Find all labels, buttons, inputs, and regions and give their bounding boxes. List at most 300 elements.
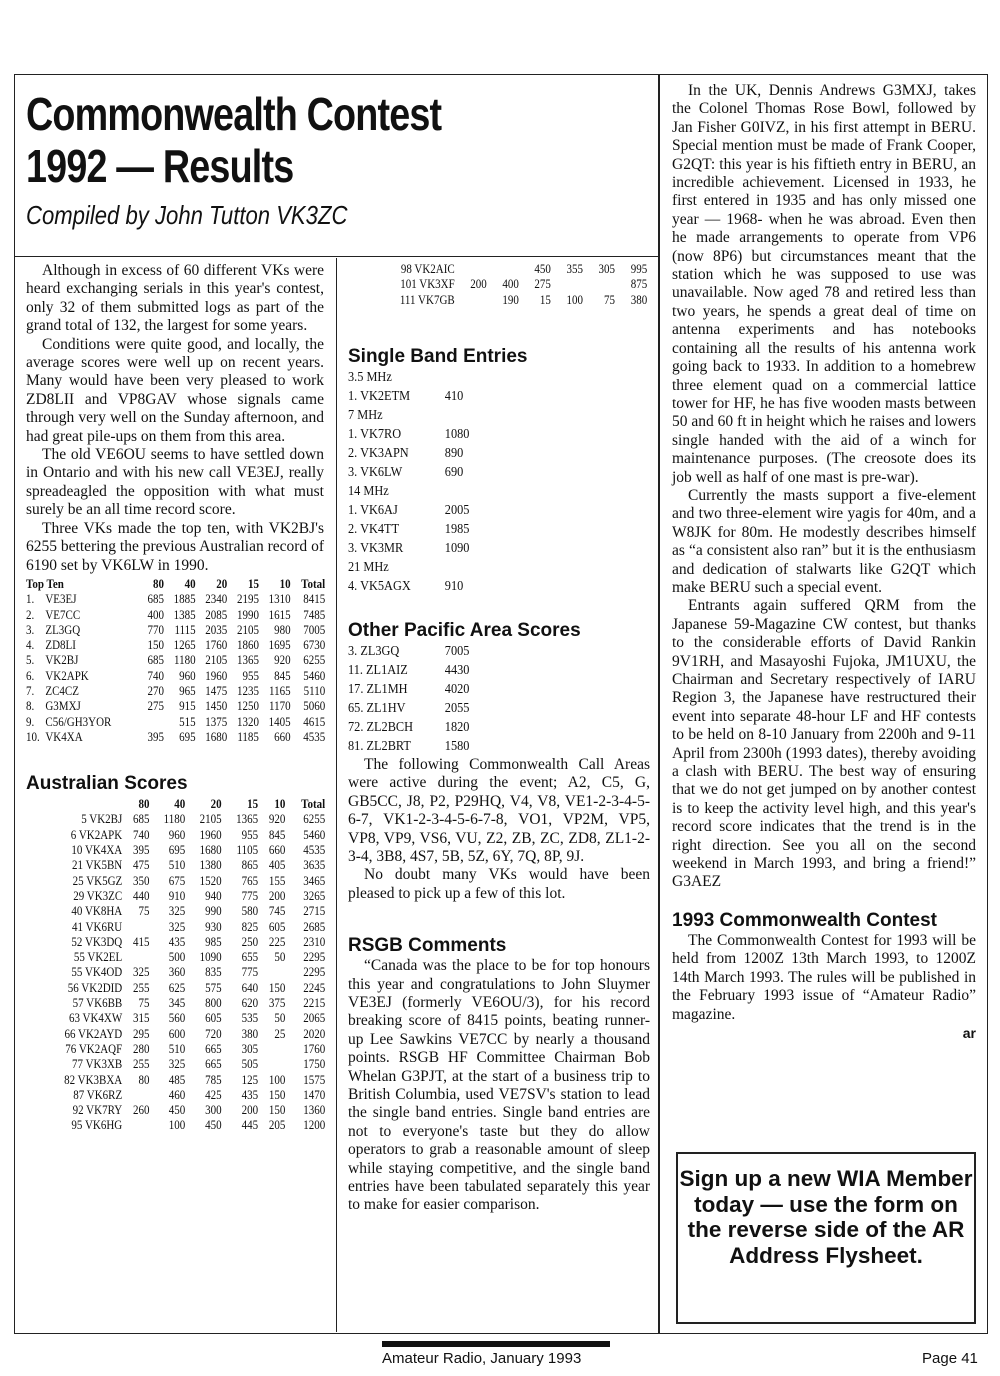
table-cell	[122, 1088, 149, 1103]
table-cell: 7485	[303, 607, 326, 622]
table-cell: 775	[241, 965, 259, 980]
single-band-section	[348, 346, 650, 596]
list-item	[348, 520, 614, 539]
table-cell: 5 VK2BJ	[81, 812, 123, 827]
table-row	[26, 950, 325, 965]
page-number: Page 41	[922, 1350, 978, 1367]
table-cell: 1360	[303, 1103, 326, 1118]
table-cell: 605	[205, 1011, 222, 1026]
table-row	[26, 1042, 325, 1057]
table-cell: 955	[241, 827, 259, 842]
entry-score: 1080	[444, 426, 470, 442]
table-cell: 845	[274, 668, 291, 683]
column-header: 20	[216, 576, 228, 591]
table-cell: 350	[133, 873, 150, 888]
table-cell: 2195	[236, 592, 259, 607]
table-row	[26, 608, 325, 623]
list-item	[348, 387, 614, 406]
table-cell: 515	[179, 714, 196, 729]
table-cell: 6255	[303, 812, 326, 827]
table-cell: 50	[274, 950, 286, 965]
comment-paragraph: Entrants again suffered QRM from the Japanese 59-Magazine CW contest, but thanks to the considerable efforts of David Rankin 9V1RH, and Masayoshi Fujoka, JM1UXU, the Chairman and Secretary respectively of IARU Region 3, the Japanese have restructured their event into separate 48-hour LF and HF contests to be held on 8-10 January from 2200h and 9-11 April from 2300h (1993 dates), thereby avoiding a clash with BERU. The best way of ensuring that we do not get jumped on by another contest is to keep the activity level high, and this year's record score indicates that the trend is in the right direction. See you all on the second weekend in March 1993, and bring a friend!” G3AEZ	[672, 597, 976, 891]
footer-rule	[382, 1341, 610, 1347]
table-cell: 52 VK3DQ	[71, 934, 123, 949]
column-header: 40	[174, 797, 186, 812]
table-cell: 150	[268, 1103, 286, 1118]
entry-score: 890	[444, 445, 464, 461]
table-cell: 8415	[303, 592, 326, 607]
table-cell: 325	[133, 965, 150, 980]
list-item	[348, 718, 614, 737]
list-item	[348, 680, 614, 699]
table-cell: 5.	[26, 653, 35, 668]
rsgb-comments-continued	[672, 82, 976, 892]
table-cell: 275	[534, 277, 551, 292]
entry-score: 410	[444, 388, 464, 404]
table-cell	[122, 1118, 149, 1133]
table-cell: 2.	[26, 607, 35, 622]
column-divider	[336, 258, 337, 1332]
table-row	[26, 638, 325, 653]
table-cell: ZL3GQ	[45, 622, 81, 637]
entry-score: 1820	[444, 719, 470, 735]
list-item	[348, 661, 614, 680]
table-cell: 1750	[303, 1057, 326, 1072]
table-cell	[455, 293, 487, 308]
table-row	[26, 653, 325, 668]
table-cell: 40 VK8HA	[71, 904, 123, 919]
table-cell	[455, 262, 487, 277]
publication-footer: Amateur Radio, January 1993	[382, 1350, 582, 1367]
table-header-row	[26, 797, 325, 812]
table-cell: 500	[168, 950, 186, 965]
table-cell: 450	[168, 1103, 186, 1118]
table-row	[26, 981, 325, 996]
table-cell: 125	[241, 1072, 259, 1087]
table-cell: 1365	[236, 653, 259, 668]
table-cell: 100	[268, 1072, 286, 1087]
table-cell: 7005	[303, 622, 326, 637]
table-cell: 98 VK2AIC	[400, 262, 455, 276]
table-cell: 1680	[199, 843, 222, 858]
table-header-row	[26, 577, 325, 592]
table-cell: 600	[168, 1026, 186, 1041]
list-item	[348, 699, 614, 718]
table-row	[26, 699, 325, 714]
table-cell: 445	[241, 1118, 259, 1133]
table-cell: C56/GH3YOR	[45, 714, 112, 729]
table-row	[26, 904, 325, 919]
table-cell: 4.	[26, 638, 35, 653]
table-cell: 450	[534, 262, 551, 276]
column-header: 20	[210, 797, 222, 812]
table-cell: 9.	[26, 714, 35, 729]
contest-1993-heading: 1993 Commonwealth Contest	[672, 909, 937, 931]
entry-call: 4. VK5AGX	[348, 578, 411, 594]
table-cell: 1265	[173, 638, 196, 653]
entry-call: 81. ZL2BRT	[348, 738, 411, 754]
areas-paragraph: No doubt many VKs would have been pleased to pick up a few of this lot.	[348, 866, 650, 902]
table-cell: 1860	[236, 638, 259, 653]
table-cell: 685	[147, 592, 165, 607]
table-cell: 1380	[199, 858, 222, 873]
table-cell: VK2BJ	[45, 653, 79, 668]
table-cell: 2215	[303, 996, 326, 1011]
table-cell: 6 VK2APK	[70, 827, 123, 842]
table-row	[26, 1088, 325, 1103]
byline: Compiled by John Tutton VK3ZC	[26, 200, 348, 230]
table-cell: 80	[138, 1072, 150, 1087]
table-cell: 605	[268, 919, 286, 934]
column-header: Total	[301, 576, 326, 591]
table-cell: 920	[274, 653, 291, 668]
entry-score: 4430	[444, 662, 470, 678]
table-cell: 57 VK6BB	[72, 996, 123, 1011]
table-cell: 415	[133, 934, 150, 949]
table-cell: 2295	[303, 950, 326, 965]
table-cell: 1960	[199, 827, 222, 842]
table-cell: 76 VK2AQF	[65, 1041, 123, 1056]
table-cell: 405	[268, 858, 286, 873]
table-cell: 150	[147, 638, 165, 653]
table-cell: 1575	[303, 1072, 326, 1087]
entry-call: 1. VK6AJ	[348, 502, 398, 518]
entry-score: 1580	[444, 738, 470, 754]
table-cell	[551, 277, 583, 292]
table-cell: 1375	[205, 714, 228, 729]
table-cell: 150	[268, 1087, 286, 1102]
table-cell: 2105	[205, 653, 228, 668]
table-cell	[583, 277, 615, 292]
entry-score: 690	[444, 464, 464, 480]
table-cell: 5460	[303, 668, 326, 683]
table-cell: 665	[205, 1041, 222, 1056]
table-cell: 101 VK3XF	[400, 277, 455, 292]
table-cell: 1115	[174, 622, 196, 637]
intro-paragraph: Three VKs made the top ten, with VK2BJ's 6255 bettering the previous Australian record of 6190 set by VK6LW in 1990.	[26, 519, 324, 574]
table-cell: 5460	[303, 827, 326, 842]
table-cell: 695	[179, 729, 196, 744]
band-label: 7 MHz	[348, 407, 383, 423]
table-cell: 785	[205, 1072, 222, 1087]
table-cell: 295	[133, 1026, 150, 1041]
table-cell: 435	[168, 934, 186, 949]
table-cell: 2105	[199, 812, 222, 827]
table-cell: 360	[168, 965, 186, 980]
table-cell: G3MXJ	[45, 699, 81, 714]
band-label: 14 MHz	[348, 483, 389, 499]
table-cell: 4535	[303, 729, 326, 744]
list-item	[348, 577, 614, 596]
entry-call: 3. VK6LW	[348, 464, 403, 480]
table-cell: 535	[241, 1011, 259, 1026]
table-cell: 305	[598, 262, 616, 276]
intro-paragraph: The old VE6OU seems to have settled down in Ontario and with his new call VE3EJ, really spreadeagled the opposition with what must surely be an all time record score.	[26, 446, 324, 519]
table-row	[26, 1103, 325, 1118]
table-cell: 505	[241, 1057, 259, 1072]
list-item	[348, 501, 614, 520]
table-cell: 770	[147, 622, 165, 637]
table-cell: 75	[604, 292, 616, 307]
table-cell	[487, 262, 519, 277]
table-row	[26, 812, 325, 827]
top-ten-section	[26, 577, 324, 745]
entry-score: 2005	[444, 502, 470, 518]
table-cell: 1695	[268, 638, 291, 653]
table-cell: 5060	[303, 699, 326, 714]
table-cell: 1.	[26, 592, 35, 607]
table-cell: 825	[241, 919, 259, 934]
table-cell: 1185	[237, 729, 259, 744]
table-cell: 2105	[236, 622, 259, 637]
table-cell: 400	[147, 607, 165, 622]
pacific-list	[348, 642, 614, 756]
table-cell: 260	[133, 1103, 150, 1118]
column-1	[26, 262, 324, 1134]
table-cell: 400	[502, 277, 519, 292]
table-cell: 2295	[303, 965, 326, 980]
table-cell: 255	[133, 980, 150, 995]
table-cell: 280	[133, 1041, 150, 1056]
table-cell: 1990	[236, 607, 259, 622]
column-header: 15	[247, 576, 259, 591]
table-cell: 1475	[205, 683, 228, 698]
table-cell: 1365	[236, 812, 259, 827]
table-cell: 655	[241, 950, 259, 965]
table-cell: 2310	[303, 934, 326, 949]
comment-paragraph: Currently the masts support a five-element and two three-element wire yagis for 40m, and a W8JK for 80m. He modestly describes himself as “a consistent also ran” but it is the enthusiasm and dedication of stalwarts like G2QT which make BERU such a special event.	[672, 486, 976, 596]
table-cell: 150	[268, 980, 286, 995]
table-cell: 875	[630, 277, 648, 292]
table-cell: 960	[179, 668, 196, 683]
table-cell: 745	[268, 904, 286, 919]
table-cell: 3265	[303, 888, 326, 903]
table-cell: 1760	[205, 638, 228, 653]
table-cell: 77 VK3XB	[72, 1057, 123, 1072]
table-row	[348, 262, 647, 277]
column-header: 80	[138, 797, 150, 812]
table-cell: 1520	[199, 873, 222, 888]
entry-call: 2. VK3APN	[348, 445, 409, 461]
table-row	[26, 920, 325, 935]
table-cell: 395	[147, 729, 165, 744]
column-header: 10	[279, 576, 291, 591]
table-cell: ZD8LI	[45, 638, 76, 653]
table-cell: 510	[168, 1041, 186, 1056]
table-cell: 375	[268, 996, 286, 1011]
table-cell: 92 VK7RY	[72, 1103, 123, 1118]
table-row	[26, 889, 325, 904]
list-item	[348, 463, 614, 482]
table-cell: 325	[168, 904, 186, 919]
table-cell: 29 VK3ZC	[73, 888, 123, 903]
column-header: 40	[184, 576, 196, 591]
band-label: 21 MHz	[348, 559, 389, 575]
table-cell: 625	[168, 980, 186, 995]
entry-call: 3. ZL3GQ	[348, 643, 400, 659]
table-cell: 580	[241, 904, 259, 919]
table-cell: 960	[168, 827, 186, 842]
table-cell: 835	[205, 965, 222, 980]
australian-section	[26, 773, 324, 1134]
call-areas-text	[348, 756, 650, 903]
table-cell: 325	[168, 1057, 186, 1072]
list-item	[348, 539, 614, 558]
table-cell: 8.	[26, 699, 35, 714]
entry-score: 910	[444, 578, 464, 594]
table-cell: 865	[241, 858, 259, 873]
table-cell: 1090	[199, 950, 222, 965]
table-cell: 75	[138, 904, 150, 919]
column-header	[26, 797, 122, 812]
table-cell: 1470	[303, 1087, 326, 1102]
intro-paragraph: Although in excess of 60 different VKs were heard exchanging serials in this year's contest, only 32 of them submitted logs as part of the grand total of 132, the largest for some years.	[26, 262, 324, 335]
entry-call: 17. ZL1MH	[348, 681, 408, 697]
entry-call: 72. ZL2BCH	[348, 719, 414, 735]
table-row	[348, 293, 647, 308]
entry-score: 4020	[444, 681, 470, 697]
table-cell: 2340	[205, 592, 228, 607]
table-cell: 66 VK2AYD	[64, 1026, 123, 1041]
table-cell: 10 VK4XA	[71, 843, 123, 858]
table-row	[26, 874, 325, 889]
table-cell: 665	[205, 1057, 222, 1072]
table-cell: 685	[147, 653, 165, 668]
table-row	[26, 843, 325, 858]
table-cell: 965	[179, 683, 196, 698]
table-cell: 675	[168, 873, 186, 888]
table-row	[26, 1073, 325, 1088]
table-cell: 6730	[303, 638, 326, 653]
table-row	[26, 623, 325, 638]
table-cell: 2715	[303, 904, 326, 919]
column-header: 80	[153, 576, 165, 591]
table-cell: 2065	[303, 1011, 326, 1026]
table-cell: 300	[205, 1103, 222, 1118]
column-header: 15	[247, 797, 259, 812]
table-cell: VK2APK	[45, 668, 89, 683]
table-cell: 740	[147, 668, 165, 683]
list-item	[348, 444, 614, 463]
table-cell: 2245	[303, 980, 326, 995]
table-cell: 2035	[205, 622, 228, 637]
table-row	[26, 1118, 325, 1133]
table-cell: 940	[205, 888, 222, 903]
entry-call: 1. VK7RO	[348, 426, 402, 442]
entry-call: 65. ZL1HV	[348, 700, 406, 716]
table-cell: 255	[133, 1057, 150, 1072]
table-cell: 95 VK6HG	[71, 1118, 123, 1133]
table-cell: 920	[268, 812, 286, 827]
table-cell: 4535	[303, 843, 326, 858]
table-cell: 100	[566, 292, 583, 307]
table-cell: 63 VK4XW	[68, 1011, 123, 1026]
table-cell: 10.	[26, 729, 40, 744]
table-cell: 575	[205, 980, 222, 995]
areas-paragraph: The following Commonwealth Call Areas were active during the event; A2, C5, G, GB5CC, J8, P2, P29HQ, V4, V8, VE1-2-3-4-5-6-7, VK1-2-3-4-5-6-7-8, VO1, VP2M, VP5, VP8, VP9, VS6, VU, Z2, ZB, ZC, ZD8, ZL1-2-3-4, 3B8, 4S7, 5B, 5Z, 6Y, 7Q, 8P, 9J.	[348, 755, 650, 865]
table-cell: 435	[241, 1087, 259, 1102]
table-cell: 910	[168, 888, 186, 903]
table-cell: 660	[274, 729, 291, 744]
table-cell: 740	[133, 827, 150, 842]
table-row	[26, 965, 325, 980]
table-cell: 985	[205, 934, 222, 949]
table-row	[26, 592, 325, 607]
table-cell	[122, 920, 149, 935]
intro-text	[26, 262, 324, 575]
column-header: Top Ten	[26, 576, 64, 591]
table-cell: 155	[268, 873, 286, 888]
table-cell: 1250	[236, 699, 259, 714]
table-cell: 475	[133, 858, 150, 873]
table-cell: 440	[133, 888, 150, 903]
table-row	[26, 1057, 325, 1072]
contest-1993-text: The Commonwealth Contest for 1993 will be held from 1200Z 13th March 1993, to 1200Z 14th March 1993. The rules will be published in the February 1993 issue of “Amateur Radio” magazine.	[672, 931, 976, 1023]
table-cell: VE7CC	[45, 607, 81, 622]
comment-paragraph: In the UK, Dennis Andrews G3MXJ, takes the Colonel Thomas Rose Bowl, followed by Jan Fisher G0IVZ, in his first attempt in BERU. Special mention must be made of Frank Cooper, G2QT: this year is his fiftieth entry in BERU, an incredible achievement. Licensed in 1933, he first entered in 1935 and has only missed one year — 1968- when he was abroad. Even then he made arrangements to operate from VP6 (now 8P6) but circumstances meant that the station which he was supposed to use was unavailable. Now aged 78 and retired less than two years, he spends a great deal of time on antenna experiments and has notebooks containing all the results of his antenna work going back to 1933. In addition to a homebrew three element quad on a commercial lattice tower for HF, he has five wooden masts between 50 and 60 ft in height which he raises and lowers single handed with the aid of a winch for maintenance purposes. (The creosote does its job well as half of one mast is pre-war).	[672, 82, 976, 486]
entry-score: 2055	[444, 700, 470, 716]
table-cell	[258, 1042, 285, 1057]
table-cell: 845	[268, 827, 286, 842]
table-cell: 1960	[205, 668, 228, 683]
table-cell: 270	[147, 683, 165, 698]
entry-call: 3. VK3MR	[348, 540, 404, 556]
table-cell: 200	[268, 888, 286, 903]
table-cell: 200	[470, 277, 487, 292]
table-cell: 685	[133, 812, 150, 827]
table-cell	[258, 965, 285, 980]
table-row	[26, 684, 325, 699]
table-cell: 87 VK6RZ	[73, 1087, 123, 1102]
table-cell: 775	[241, 888, 259, 903]
column-header: 10	[274, 797, 286, 812]
table-cell: 75	[138, 996, 150, 1011]
table-cell: 930	[205, 919, 222, 934]
table-cell: 275	[147, 699, 165, 714]
table-cell: 55 VK4OD	[71, 965, 123, 980]
table-row	[26, 858, 325, 873]
table-cell: 345	[168, 996, 186, 1011]
table-cell: 955	[242, 668, 259, 683]
entry-call: 11. ZL1AIZ	[348, 662, 408, 678]
rsgb-text: “Canada was the place to be for top honours this year and congratulations to John Sluymer VE3EJ (formerly VE6OU/3), for his record breaking score of 8415 points, beating runner-up Lee Sawkins VE7CC by nearly a thousand points. RSGB HF Committee Chairman Bob Whelan G3PJT, at the start of a business trip to British Columbia, used VE7SV's station to lead the single band entries. Single band entries are not to everyone's taste but they do allow operators to grab a reasonable amount of sleep while staying competitive, and the single band entries have been tabulated separately this year to make for easier comparison.	[348, 957, 650, 1214]
table-cell: 1105	[236, 843, 259, 858]
table-row	[26, 1011, 325, 1026]
australian-scores-table	[26, 797, 325, 1134]
table-cell: 380	[630, 292, 648, 307]
table-cell: 915	[179, 699, 196, 714]
single-band-list	[348, 368, 614, 596]
table-cell: 560	[168, 1011, 186, 1026]
table-cell: 1615	[268, 607, 291, 622]
table-cell: 5110	[303, 683, 326, 698]
table-cell: 990	[205, 904, 222, 919]
single-band-heading: Single Band Entries	[348, 345, 528, 367]
entry-score: 7005	[444, 643, 470, 659]
entry-score: 1090	[444, 540, 470, 556]
contest-1993-section	[672, 910, 976, 1042]
table-cell: ZC4CZ	[45, 683, 79, 698]
column-header: Total	[301, 797, 326, 812]
pacific-heading: Other Pacific Area Scores	[348, 619, 581, 641]
table-row	[26, 996, 325, 1011]
table-cell: 1165	[268, 683, 291, 698]
ar-sign: ar	[962, 1024, 976, 1041]
entry-call: 1. VK2ETM	[348, 388, 411, 404]
table-cell: 800	[205, 996, 222, 1011]
table-cell: 765	[241, 873, 259, 888]
table-cell: 720	[205, 1026, 222, 1041]
